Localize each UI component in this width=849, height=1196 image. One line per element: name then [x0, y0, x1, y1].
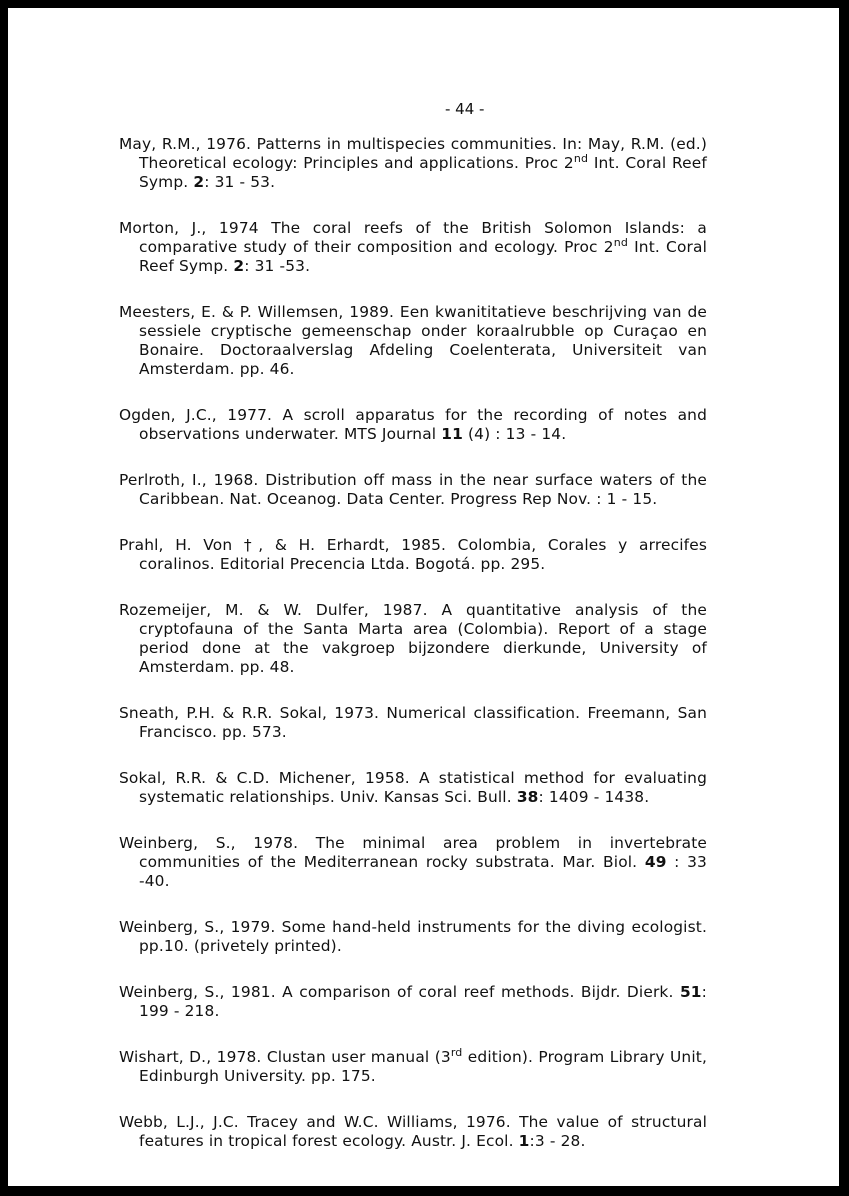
reference-morton-1974: Morton, J., 1974 The coral reefs of the British Solomon Islands: a comparative study of their composition and ecology. Proc 2nd Int. Coral Reef Symp. 2: 31 -53. [119, 219, 708, 275]
reference-weinberg-1979: Weinberg, S., 1979. Some hand-held instruments for the diving ecologist. pp.10. (privetely printed). [119, 918, 707, 955]
reference-perlroth-1968: Perlroth, I., 1968. Distribution off mass in the near surface waters of the Caribbean. Nat. Oceanog. Data Center. Progress Rep Nov. : 1 - 15. [119, 471, 707, 508]
reference-sokal-1958: Sokal, R.R. & C.D. Michener, 1958. A statistical method for evaluating systematic relationships. Univ. Kansas Sci. Bull. 38: 1409 - 1438. [119, 769, 707, 806]
reference-webb-1976: Webb, L.J., J.C. Tracey and W.C. Williams, 1976. The value of structural features in tropical forest ecology. Austr. J. Ecol. 1:3 - 28. [119, 1113, 707, 1150]
reference-weinberg-1978: Weinberg, S., 1978. The minimal area problem in invertebrate communities of the Mediterranean rocky substrata. Mar. Biol. 49 : 33 -40. [119, 834, 707, 890]
reference-ogden-1977: Ogden, J.C., 1977. A scroll apparatus for the recording of notes and observations underwater. MTS Journal 11 (4) : 13 - 14. [119, 406, 707, 443]
reference-wishart-1978: Wishart, D., 1978. Clustan user manual (3rd edition). Program Library Unit, Edinburgh University. pp. 175. [119, 1046, 707, 1085]
document-page: - 44 - May, R.M., 1976. Patterns in multispecies communities. In: May, R.M. (ed.) Theoretical ecology: Principles and applications. Proc 2nd Int. Coral Reef Symp. 2: 31 - 53. Morton, J., 1974 The coral reefs of the British Solomon Islands: a comparative study of their composition and ecology. Proc 2nd Int. Coral Reef Symp. 2: 31 -53. Meesters, E. & P. Willemsen, 1989. Een kwanititatieve beschrijving van de sessiele cryptische gemeenschap onder koraalrubble op Curaçao en Bonaire. Doctoraalverslag Afdeling Coelenterata, Universiteit van Amsterdam. pp. 46. Ogden, J.C., 1977. A scroll apparatus for the recording of notes and observations underwater. MTS Journal 11 (4) : 13 - 14. Perlroth, I., 1968. Distribution off mass in the near surface waters of the Caribbean. Nat. Oceanog. Data Center. Progress Rep Nov. : 1 - 15. Prahl, H. Von †, & H. Erhardt, 1985. Colombia, Corales y arrecifes coralinos. Editorial Precencia Ltda. Bogotá. pp. 295. Rozemeijer, M. & W. Dulfer, 1987. A quantitative analysis of the cryptofauna of the Santa Marta area (Colombia). Report of a stage period done at the vakgroep bijzondere dierkunde, University of Amsterdam. pp. 48. Sneath, P.H. & R.R. Sokal, 1973. Numerical classification. Freemann, San Francisco. pp. 573. Sokal, R.R. & C.D. Michener, 1958. A statistical method for evaluating systematic relationships. Univ. Kansas Sci. Bull. 38: 1409 - 1438. Weinberg, S., 1978. The minimal area problem in invertebrate communities of the Mediterranean rocky substrata. Mar. Biol. 49 : 33 -40. Weinberg, S., 1979. Some hand-held instruments for the diving ecologist. pp.10. (privetely printed). Weinberg, S., 1981. A comparison of coral reef methods. Bijdr. Dierk. 51: 199 - 218. Wishart, D., 1978. Clustan user manual (3rd edition). Program Library Unit, Edinburgh University. pp. 175. Webb, L.J., J.C. Tracey and W.C. Williams, 1976. The value of structural features in tropical forest ecology. Austr. J. Ecol. 1:3 - 28. [8, 8, 839, 1186]
reference-prahl-1985: Prahl, H. Von †, & H. Erhardt, 1985. Colombia, Corales y arrecifes coralinos. Editorial Precencia Ltda. Bogotá. pp. 295. [119, 536, 707, 573]
reference-meesters-1989: Meesters, E. & P. Willemsen, 1989. Een kwanititatieve beschrijving van de sessiele cryptische gemeenschap onder koraalrubble op Curaçao en Bonaire. Doctoraalverslag Afdeling Coelenterata, Universiteit van Amsterdam. pp. 46. [119, 303, 707, 378]
reference-may-1976: May, R.M., 1976. Patterns in multispecies communities. In: May, R.M. (ed.) Theoretical ecology: Principles and applications. Proc 2nd Int. Coral Reef Symp. 2: 31 - 53. [119, 135, 707, 191]
reference-weinberg-1981: Weinberg, S., 1981. A comparison of coral reef methods. Bijdr. Dierk. 51: 199 - 218. [119, 983, 707, 1020]
reference-rozemeijer-1987: Rozemeijer, M. & W. Dulfer, 1987. A quantitative analysis of the cryptofauna of the Santa Marta area (Colombia). Report of a stage period done at the vakgroep bijzondere dierkunde, University of Amsterdam. pp. 48. [119, 601, 707, 676]
reference-sneath-1973: Sneath, P.H. & R.R. Sokal, 1973. Numerical classification. Freemann, San Francisco. pp. 573. [119, 704, 707, 741]
reference-list [119, 135, 707, 1151]
